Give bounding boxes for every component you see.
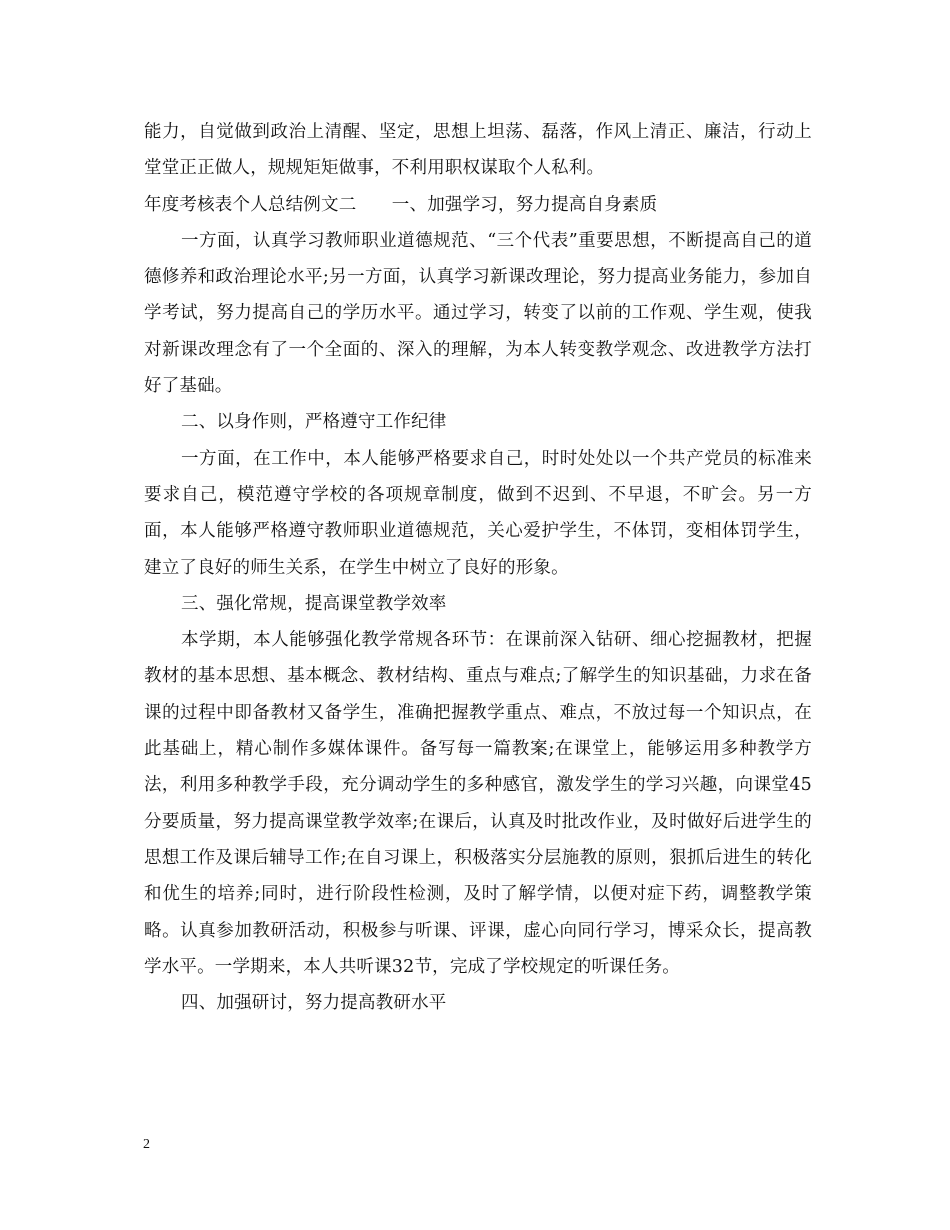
document-title-line: 年度考核表个人总结例文二 一、加强学习，努力提高自身素质: [144, 194, 658, 215]
heading-teaching-efficiency: 三、强化常规，提高课堂教学效率: [181, 593, 447, 614]
lead-paragraph: 能力，自觉做到政治上清醒、坚定，思想上坦荡、磊落，作风上清正、廉洁，行动上堂堂正正做人，规规矩矩做事，不利用职权谋取个人私利。: [144, 122, 812, 179]
paragraph-discipline: 一方面，在工作中，本人能够严格要求自己，时时处处以一个共产党员的标准来要求自己，模范遵守学校的各项规章制度，做到不迟到、不早退，不旷会。另一方面，本人能够严格遵守教师职业道德规范，关心爱护学生，不体罚，变相体罚学生，建立了良好的师生关系，在学生中树立了良好的形象。: [144, 448, 812, 578]
paragraph-study: 一方面，认真学习教师职业道德规范、“三个代表”重要思想，不断提高自己的道德修养和政治理论水平;另一方面，认真学习新课改理论，努力提高业务能力，参加自学考试，努力提高自己的学历水平。通过学习，转变了以前的工作观、学生观，使我对新课改理念有了一个全面的、深入的理解，为本人转变教学观念、改进教学方法打好了基础。: [144, 230, 812, 397]
heading-discipline: 二、以身作则，严格遵守工作纪律: [181, 412, 447, 433]
heading-research: 四、加强研讨，努力提高教研水平: [181, 993, 447, 1014]
document-body: [144, 114, 812, 1021]
page-number: 2: [143, 1137, 150, 1152]
paragraph-teaching-efficiency: 本学期，本人能够强化教学常规各环节：在课前深入钻研、细心挖掘教材，把握教材的基本思想、基本概念、教材结构、重点与难点;了解学生的知识基础，力求在备课的过程中即备教材又备学生，准确把握教学重点、难点，不放过每一个知识点，在此基础上，精心制作多媒体课件。备写每一篇教案;在课堂上，能够运用多种教学方法，利用多种教学手段，充分调动学生的多种感官，激发学生的学习兴趣，向课堂45分要质量，努力提高课堂教学效率;在课后，认真及时批改作业，及时做好后进学生的思想工作及课后辅导工作;在自习课上，积极落实分层施教的原则，狠抓后进生的转化和优生的培养;同时，进行阶段性检测，及时了解学情，以便对症下药，调整教学策略。认真参加教研活动，积极参与听课、评课，虚心向同行学习，博采众长，提高教学水平。一学期来，本人共听课32节，完成了学校规定的听课任务。: [144, 630, 812, 977]
